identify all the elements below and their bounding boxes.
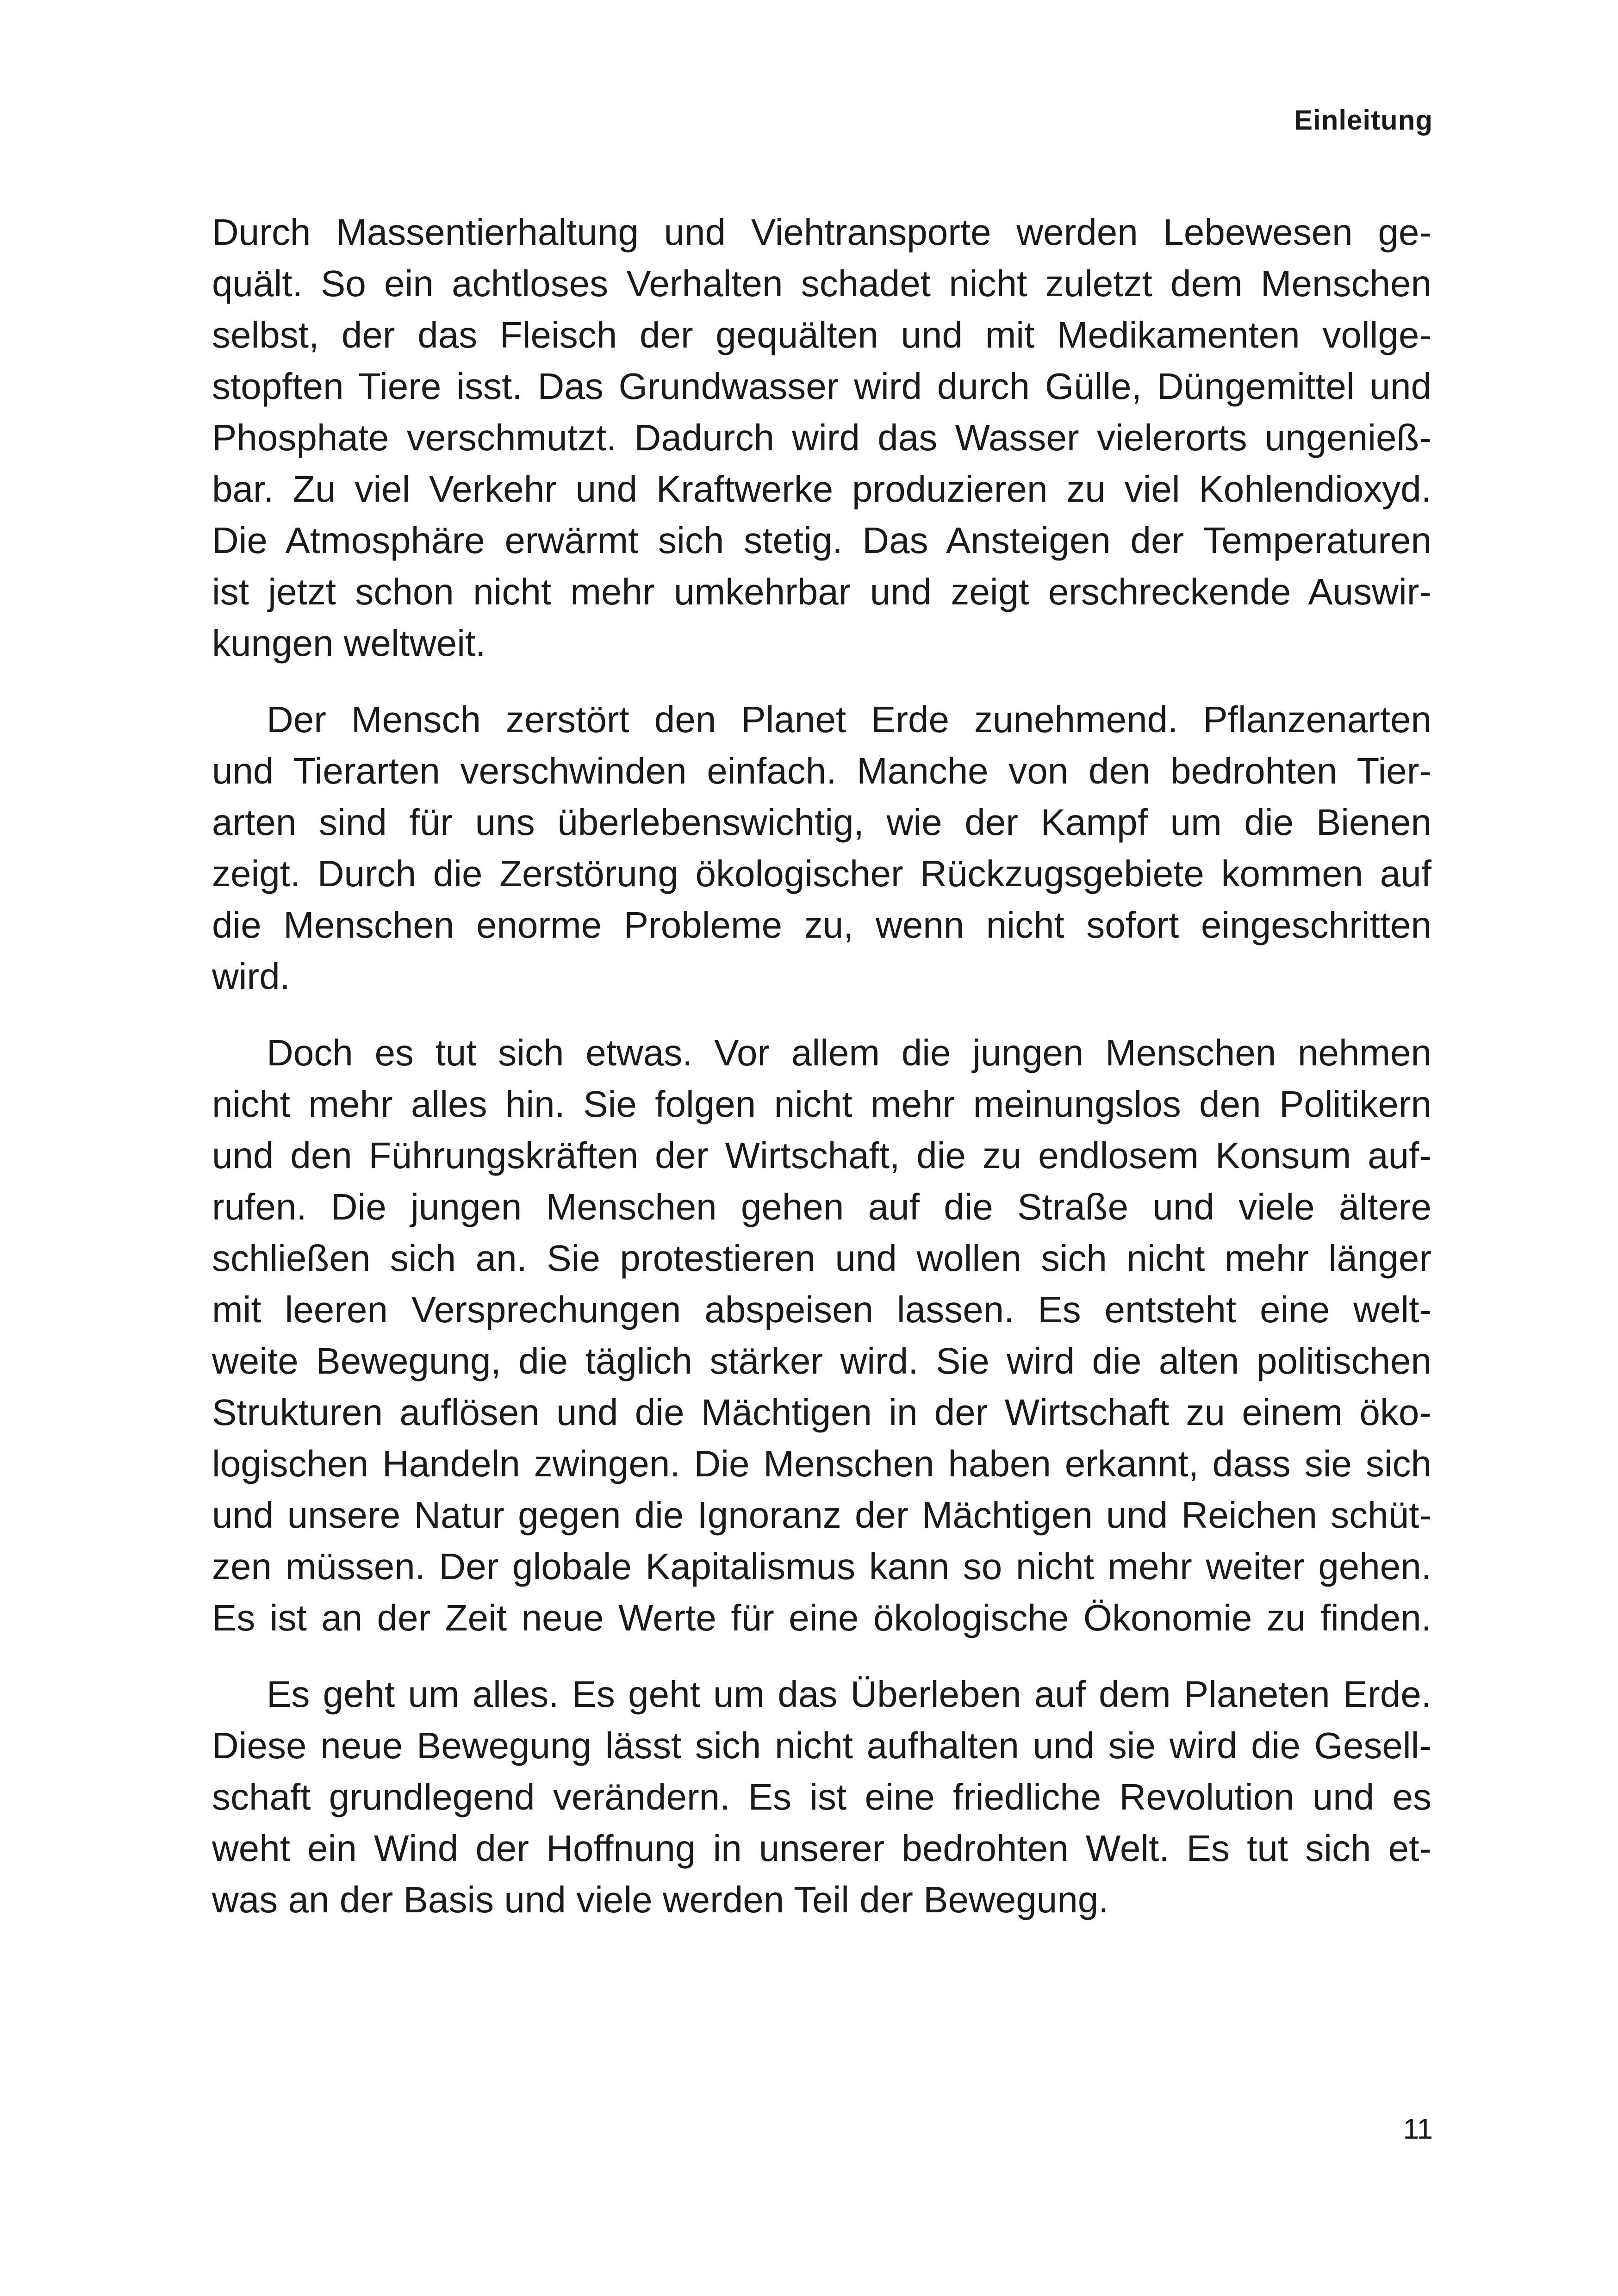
text-line: Die Atmosphäre erwärmt sich stetig. Das Ansteigen der Temperaturen xyxy=(212,520,1431,561)
text-line: Es geht um alles. Es geht um das Überleben auf dem Planeten Erde. xyxy=(267,1674,1431,1715)
text-line: Der Mensch zerstört den Planet Erde zunehmend. Pflanzenarten xyxy=(267,699,1431,740)
text-line: und den Führungskräften der Wirtschaft, die zu endlosem Konsum auf- xyxy=(212,1135,1431,1176)
text-line: Diese neue Bewegung lässt sich nicht aufhalten und sie wird die Gesell- xyxy=(212,1725,1431,1766)
text-line: und Tierarten verschwinden einfach. Manche von den bedrohten Tier- xyxy=(212,750,1431,791)
text-line: und unsere Natur gegen die Ignoranz der Mächtigen und Reichen schüt- xyxy=(212,1494,1431,1536)
text-line: selbst, der das Fleisch der gequälten und mit Medikamenten vollge- xyxy=(212,314,1431,355)
text-line: arten sind für uns überlebenswichtig, wie der Kampf um die Bienen xyxy=(212,802,1431,843)
text-line: zen müssen. Der globale Kapitalismus kann so nicht mehr weiter gehen. xyxy=(212,1546,1431,1587)
paragraph xyxy=(212,1027,1431,1643)
text-line: weite Bewegung, die täglich stärker wird. Sie wird die alten politischen xyxy=(212,1340,1431,1381)
text-line: was an der Basis und viele werden Teil der Bewegung. xyxy=(212,1879,1109,1920)
text-line: kungen weltweit. xyxy=(212,622,486,664)
paragraph xyxy=(212,694,1431,1002)
text-line: zeigt. Durch die Zerstörung ökologischer Rückzugsgebiete kommen auf xyxy=(212,853,1431,894)
text-line: Doch es tut sich etwas. Vor allem die jungen Menschen nehmen xyxy=(267,1032,1431,1073)
text-line: Durch Massentierhaltung und Viehtransporte werden Lebewesen ge- xyxy=(212,212,1431,253)
text-line: mit leeren Versprechungen abspeisen lassen. Es entsteht eine welt- xyxy=(212,1289,1431,1330)
text-line: rufen. Die jungen Menschen gehen auf die Straße und viele ältere xyxy=(212,1186,1431,1227)
text-line: quält. So ein achtloses Verhalten schadet nicht zuletzt dem Menschen xyxy=(212,263,1431,304)
text-line: Strukturen auflösen und die Mächtigen in der Wirtschaft zu einem öko- xyxy=(212,1392,1431,1433)
text-line: schaft grundlegend verändern. Es ist eine friedliche Revolution und es xyxy=(212,1776,1431,1817)
text-line: wird. xyxy=(212,956,290,997)
text-line: schließen sich an. Sie protestieren und wollen sich nicht mehr länger xyxy=(212,1238,1431,1279)
text-line: Es ist an der Zeit neue Werte für eine ökologische Ökonomie zu finden. xyxy=(212,1597,1431,1638)
text-line: ist jetzt schon nicht mehr umkehrbar und zeigt erschreckende Auswir- xyxy=(212,571,1431,612)
text-line: stopften Tiere isst. Das Grundwasser wird durch Gülle, Düngemittel und xyxy=(212,366,1431,407)
text-line: nicht mehr alles hin. Sie folgen nicht mehr meinungslos den Politikern xyxy=(212,1083,1431,1125)
text-line: bar. Zu viel Verkehr und Kraftwerke produzieren zu viel Kohlendioxyd. xyxy=(212,468,1431,510)
paragraph xyxy=(212,206,1431,669)
text-line: weht ein Wind der Hoffnung in unserer bedrohten Welt. Es tut sich et- xyxy=(212,1828,1431,1869)
text-line: Phosphate verschmutzt. Dadurch wird das Wasser vielerorts ungenieß- xyxy=(212,417,1431,458)
paragraph xyxy=(212,1668,1431,1925)
text-line: logischen Handeln zwingen. Die Menschen haben erkannt, dass sie sich xyxy=(212,1443,1431,1484)
body-text xyxy=(212,206,1431,1925)
page-number: 11 xyxy=(1403,2113,1433,2145)
running-header-title: Einleitung xyxy=(1294,105,1433,136)
text-line: die Menschen enorme Probleme zu, wenn nicht sofort eingeschritten xyxy=(212,904,1431,946)
